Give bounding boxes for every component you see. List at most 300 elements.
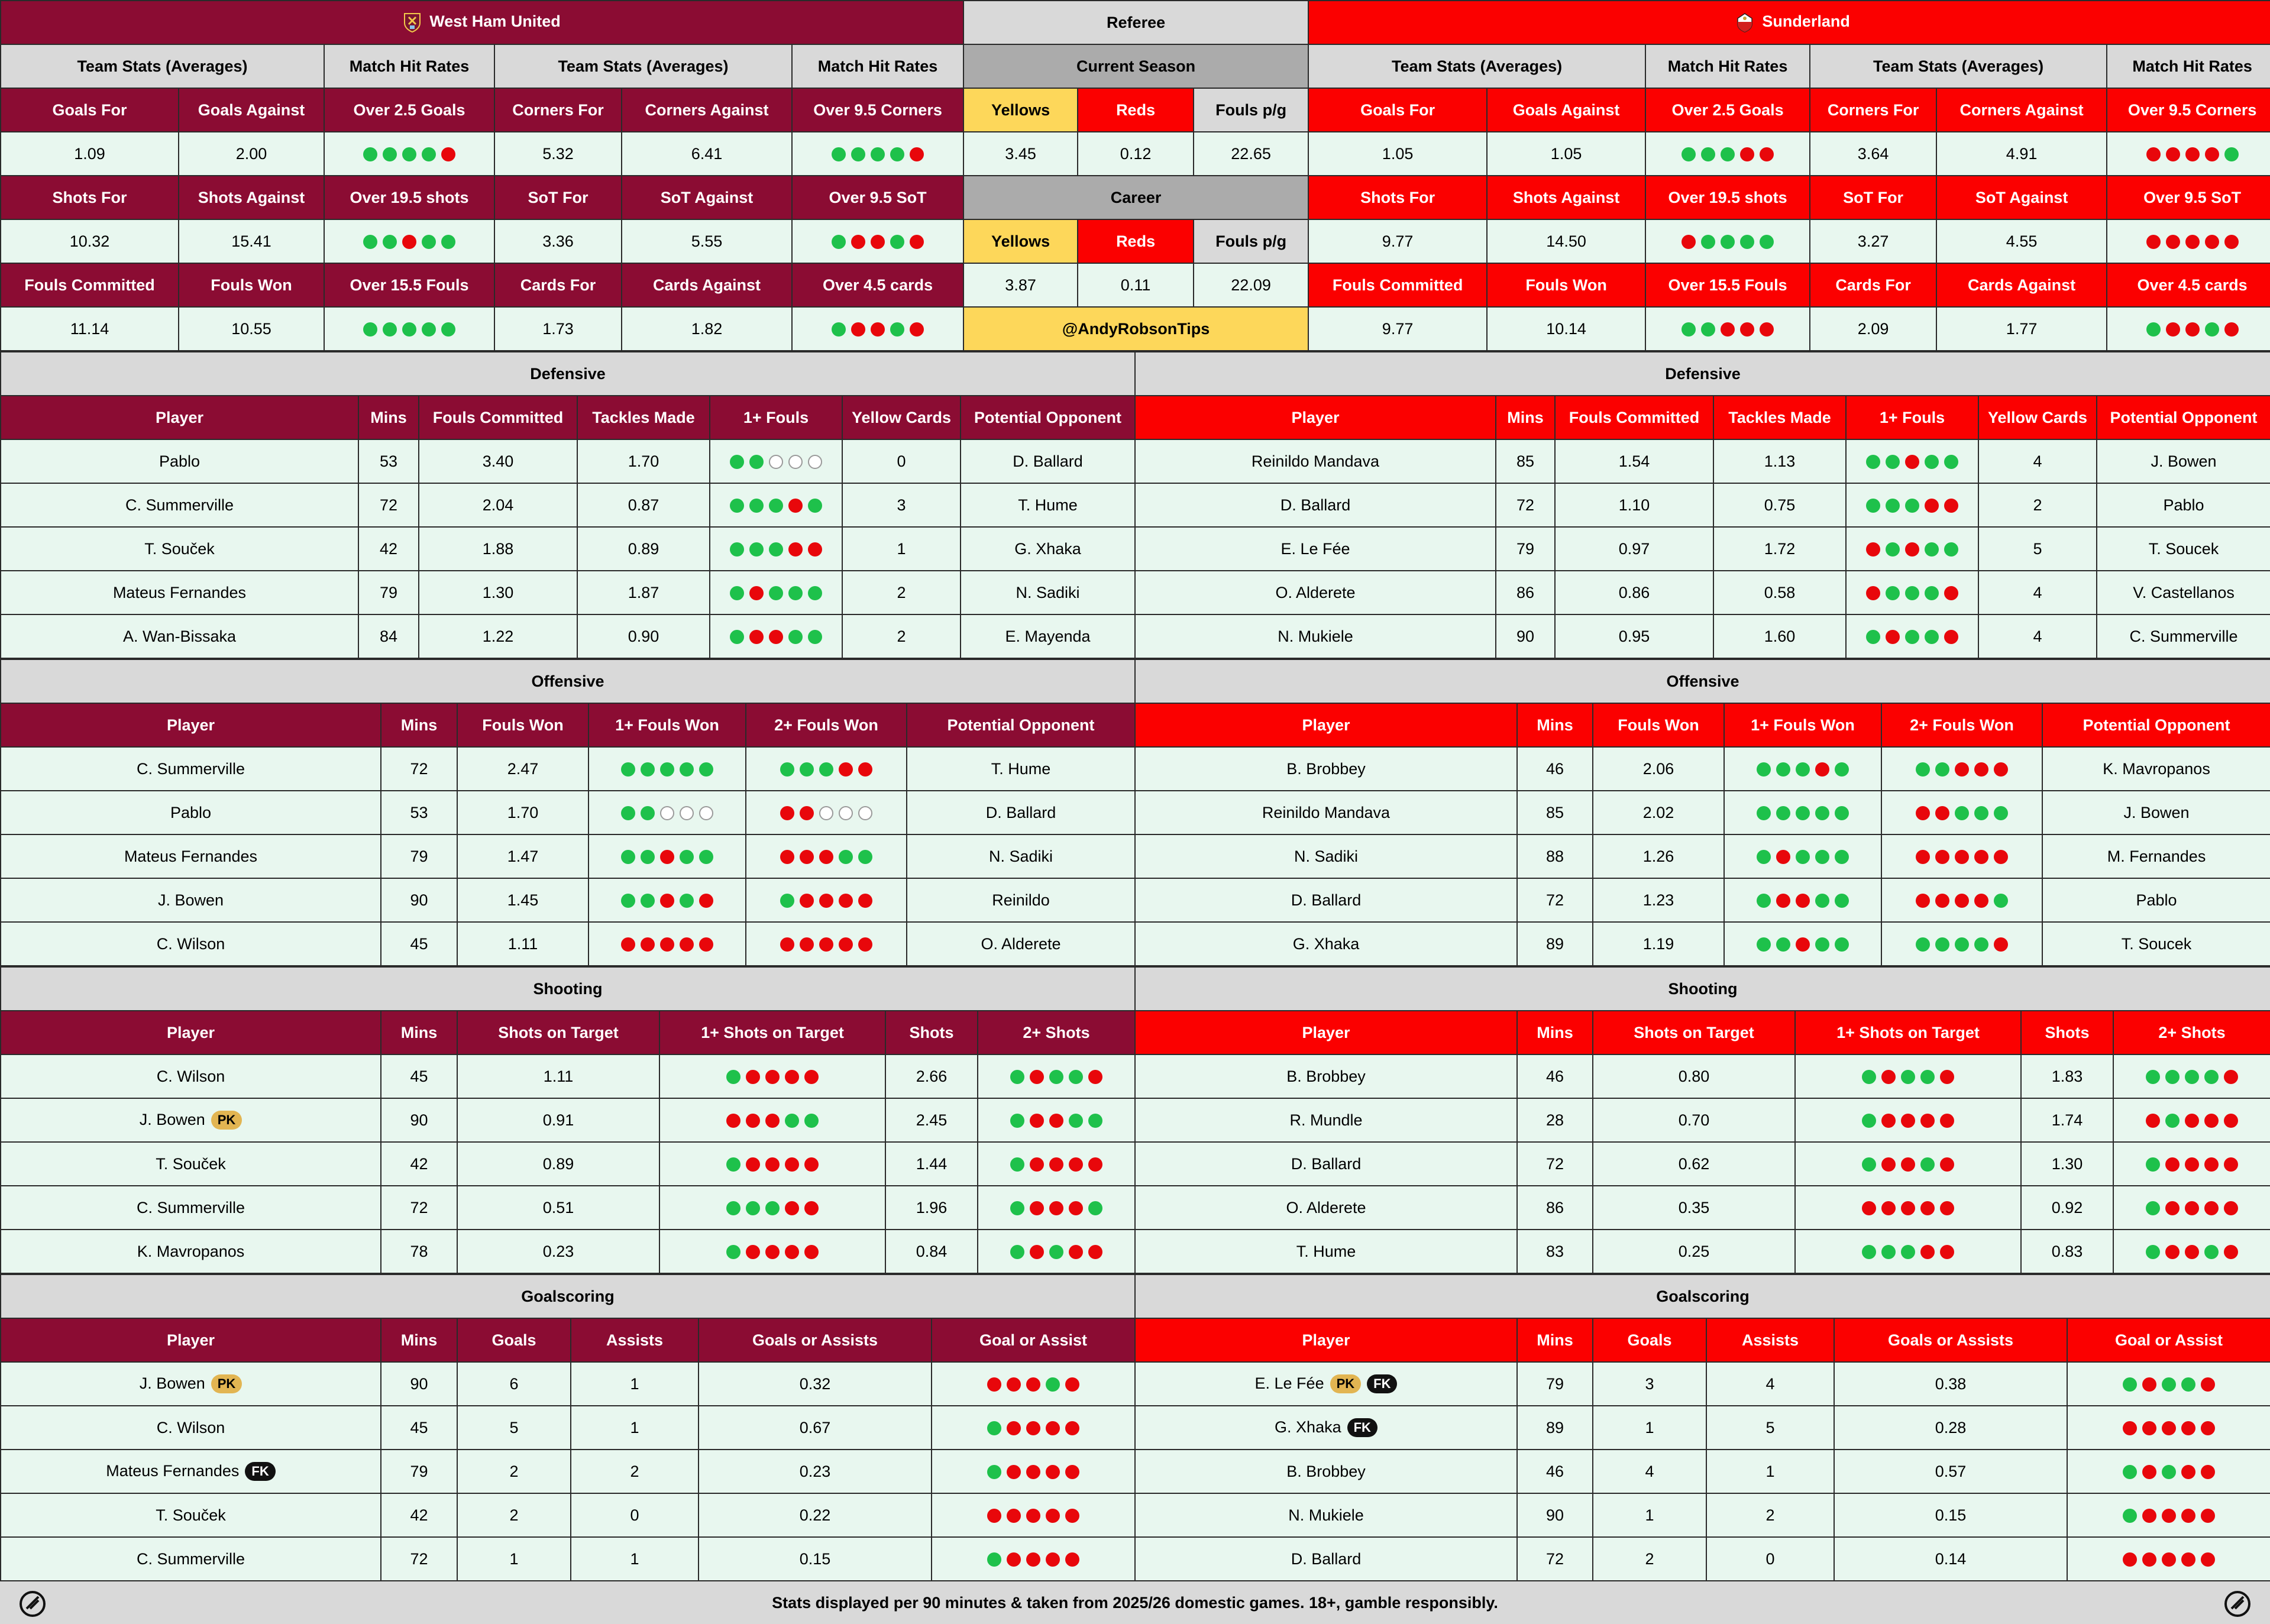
miss-dot <box>1905 542 1919 557</box>
player-name: B. Brobbey <box>1286 1462 1366 1480</box>
away-team-header <box>1308 1 2270 44</box>
result-dots <box>730 455 822 469</box>
miss-dot <box>1088 1157 1102 1172</box>
column-header: Goal or Assist <box>2067 1318 2270 1362</box>
result-dots <box>1010 1245 1102 1259</box>
mins-cell: 85 <box>1517 791 1593 834</box>
home-hit-rates-label: Match Hit Rates <box>324 44 494 88</box>
fk-badge: FK <box>1367 1374 1397 1393</box>
mins-cell: 72 <box>381 1186 457 1230</box>
player-name: O. Alderete <box>1286 1198 1366 1217</box>
yellows-cell: 3 <box>842 483 961 527</box>
offensive-section-title: Offensive <box>1135 659 2270 703</box>
result-dots <box>1866 630 1958 644</box>
miss-dot <box>1940 1157 1954 1172</box>
home-hit-rate-dots <box>324 219 494 263</box>
goals-cell: 5 <box>457 1406 571 1450</box>
opponent-cell: O. Alderete <box>907 922 1135 966</box>
hit-dot <box>788 630 803 644</box>
column-header: Goal or Assist <box>932 1318 1135 1362</box>
hit-rate-dots <box>932 1537 1135 1581</box>
miss-dot <box>2162 1421 2176 1435</box>
column-header: Mins <box>381 703 457 747</box>
result-dots <box>1682 147 1774 161</box>
hit-rate-dots <box>2067 1406 2270 1450</box>
career-title: Career <box>963 176 1308 219</box>
sot-cell: 0.23 <box>457 1230 659 1273</box>
hit-dot <box>1935 937 1949 952</box>
column-header: Yellow Cards <box>1978 396 2097 439</box>
result-dots <box>987 1465 1079 1479</box>
result-dots <box>780 762 872 777</box>
miss-dot <box>2181 1421 2195 1435</box>
home-stat-label: Goals Against <box>179 88 324 132</box>
miss-dot <box>788 499 803 513</box>
team-stats-table <box>0 0 2270 351</box>
column-header: 2+ Shots <box>978 1011 1135 1054</box>
hit-rate-dots <box>1881 878 2042 922</box>
player-name: Reinildo Mandava <box>1251 452 1380 470</box>
table-row <box>1135 571 2270 614</box>
column-header: Fouls Committed <box>1555 396 1713 439</box>
column-header: Goals or Assists <box>699 1318 932 1362</box>
shooting-section-title: Shooting <box>1135 967 2270 1011</box>
miss-dot <box>2205 235 2219 249</box>
empty-dot <box>699 806 713 820</box>
goalscoring-section-title: Goalscoring <box>1 1274 1135 1318</box>
miss-dot <box>1046 1421 1060 1435</box>
miss-dot <box>871 235 885 249</box>
mins-cell: 28 <box>1517 1098 1593 1142</box>
miss-dot <box>1776 850 1790 864</box>
hit-dot <box>1010 1070 1024 1084</box>
player-name-cell <box>1135 527 1496 571</box>
miss-dot <box>2166 322 2180 337</box>
yellows-cell: 2 <box>842 614 961 658</box>
hit-dot <box>1010 1201 1024 1215</box>
player-name: O. Alderete <box>1275 583 1356 601</box>
player-name: A. Wan-Bissaka <box>122 627 237 645</box>
away-team-name: Sunderland <box>1762 12 1850 31</box>
table-row <box>1 1362 1135 1406</box>
home-defensive-table <box>0 351 1136 659</box>
table-row <box>1135 791 2270 834</box>
player-name: E. Le Fée <box>1254 1374 1324 1392</box>
result-dots <box>726 1114 819 1128</box>
hit-dot <box>890 235 904 249</box>
assists-cell: 2 <box>1706 1493 1834 1537</box>
miss-dot <box>1994 850 2008 864</box>
column-header: Mins <box>1496 396 1555 439</box>
miss-dot <box>1007 1509 1021 1523</box>
player-name: C. Summerville <box>136 759 245 778</box>
sot-cell: 0.91 <box>457 1098 659 1142</box>
table-row <box>1 1450 1135 1493</box>
hit-dot <box>363 235 377 249</box>
hit-dot <box>2146 1245 2160 1259</box>
fouls-won-cell: 2.47 <box>457 747 588 791</box>
hit-dot <box>1088 1201 1102 1215</box>
hit-dot <box>839 850 853 864</box>
player-name-cell <box>1135 878 1517 922</box>
hit-dot <box>383 235 397 249</box>
fouls-won-cell: 1.19 <box>1593 922 1724 966</box>
miss-dot <box>1796 937 1810 952</box>
hit-dot <box>1757 762 1771 777</box>
player-name-cell <box>1135 1054 1517 1098</box>
miss-dot <box>785 1070 799 1084</box>
miss-dot <box>1030 1157 1044 1172</box>
result-dots <box>2123 1377 2215 1392</box>
home-stat-value: 10.55 <box>179 307 324 351</box>
mins-cell: 45 <box>381 1406 457 1450</box>
miss-dot <box>1682 235 1696 249</box>
mins-cell: 45 <box>381 922 457 966</box>
miss-dot <box>1007 1552 1021 1567</box>
away-stat-value: 1.77 <box>1936 307 2107 351</box>
miss-dot <box>1030 1114 1044 1128</box>
player-name: B. Brobbey <box>1286 1067 1366 1085</box>
hit-dot <box>1886 455 1900 469</box>
miss-dot <box>1815 762 1829 777</box>
hit-rate-dots <box>1881 922 2042 966</box>
hit-dot <box>871 147 885 161</box>
home-stat-label: Over 2.5 Goals <box>324 88 494 132</box>
miss-dot <box>1920 1245 1935 1259</box>
fouls-committed-cell: 0.86 <box>1555 571 1713 614</box>
fouls-won-cell: 1.45 <box>457 878 588 922</box>
hit-rate-dots <box>1881 834 2042 878</box>
home-team-stats-label: Team Stats (Averages) <box>494 44 792 88</box>
away-defensive-table <box>1134 351 2270 659</box>
miss-dot <box>2165 1157 2180 1172</box>
hit-dot <box>1905 586 1919 600</box>
hit-dot <box>1935 762 1949 777</box>
miss-dot <box>2123 1421 2137 1435</box>
fouls-won-cell: 1.26 <box>1593 834 1724 878</box>
opponent-cell: T. Soucek <box>2042 922 2270 966</box>
hit-dot <box>769 542 783 557</box>
hit-dot <box>1010 1114 1024 1128</box>
table-row <box>1 1230 1135 1273</box>
hit-dot <box>1862 1114 1876 1128</box>
hit-dot <box>746 1201 760 1215</box>
tackles-cell: 1.60 <box>1713 614 1846 658</box>
miss-dot <box>1940 1245 1954 1259</box>
assists-cell: 0 <box>571 1493 699 1537</box>
miss-dot <box>2185 147 2200 161</box>
result-dots <box>780 850 872 864</box>
miss-dot <box>1920 1114 1935 1128</box>
shots-cell: 0.83 <box>2021 1230 2113 1273</box>
away-hit-rate-dots <box>2107 132 2270 176</box>
miss-dot <box>800 806 814 820</box>
result-dots <box>1866 586 1958 600</box>
result-dots <box>730 630 822 644</box>
hit-dot <box>1974 937 1988 952</box>
home-stat-value: 15.41 <box>179 219 324 263</box>
hit-dot <box>441 322 455 337</box>
miss-dot <box>441 147 455 161</box>
table-row <box>1135 1230 2270 1273</box>
miss-dot <box>1935 850 1949 864</box>
hit-rate-dots <box>2067 1537 2270 1581</box>
mins-cell: 83 <box>1517 1230 1593 1273</box>
miss-dot <box>1974 762 1988 777</box>
miss-dot <box>819 937 833 952</box>
home-stat-value: 5.55 <box>622 219 792 263</box>
yellows-cell: 2 <box>842 571 961 614</box>
column-header: Shots on Target <box>457 1011 659 1054</box>
column-header: Goals <box>457 1318 571 1362</box>
miss-dot <box>1886 630 1900 644</box>
hit-dot <box>1925 455 1939 469</box>
sot-cell: 0.70 <box>1593 1098 1795 1142</box>
miss-dot <box>1776 894 1790 908</box>
home-stat-value: 3.36 <box>494 219 622 263</box>
home-team-header <box>1 1 963 44</box>
assists-cell: 1 <box>571 1406 699 1450</box>
table-row <box>1135 483 2270 527</box>
miss-dot <box>1862 1201 1876 1215</box>
hit-rate-dots <box>978 1142 1135 1186</box>
home-hit-rate-dots <box>324 132 494 176</box>
miss-dot <box>765 1157 780 1172</box>
miss-dot <box>1994 937 2008 952</box>
ga-cell: 0.57 <box>1834 1450 2067 1493</box>
assists-cell: 1 <box>571 1537 699 1581</box>
hit-rate-dots <box>659 1186 885 1230</box>
hit-dot <box>1682 147 1696 161</box>
miss-dot <box>1026 1509 1040 1523</box>
player-name-cell <box>1135 614 1496 658</box>
miss-dot <box>2201 1421 2215 1435</box>
hit-dot <box>1069 1070 1083 1084</box>
tackles-cell: 1.72 <box>1713 527 1846 571</box>
miss-dot <box>1935 806 1949 820</box>
goals-cell: 2 <box>1593 1537 1706 1581</box>
away-hit-rate-dots <box>1645 307 1810 351</box>
hit-dot <box>1796 762 1810 777</box>
home-goalscoring-table <box>0 1274 1136 1581</box>
hit-dot <box>1901 1070 1915 1084</box>
hit-dot <box>1916 762 1930 777</box>
hit-dot <box>1994 894 2008 908</box>
column-header: Potential Opponent <box>907 703 1135 747</box>
column-header: Yellow Cards <box>842 396 961 439</box>
offensive-section-title: Offensive <box>1 659 1135 703</box>
player-name-cell <box>1 439 358 483</box>
away-stat-value: 9.77 <box>1308 219 1487 263</box>
hit-dot <box>1721 235 1735 249</box>
home-stat-value: 2.00 <box>179 132 324 176</box>
sunderland-crest-icon <box>1736 12 1754 33</box>
player-name: J. Bowen <box>139 1374 205 1392</box>
mins-cell: 72 <box>1517 878 1593 922</box>
mins-cell: 79 <box>1517 1362 1593 1406</box>
fk-badge: FK <box>245 1462 275 1481</box>
fouls-committed-cell: 1.88 <box>419 527 577 571</box>
result-dots <box>2146 1201 2238 1215</box>
hit-dot <box>2123 1377 2137 1392</box>
column-header: 1+ Fouls <box>710 396 842 439</box>
empty-dot <box>660 806 674 820</box>
hit-dot <box>1010 1245 1024 1259</box>
away-stat-label: Over 19.5 shots <box>1645 176 1810 219</box>
home-stat-label: Over 19.5 shots <box>324 176 494 219</box>
player-name-cell <box>1135 1406 1517 1450</box>
miss-dot <box>819 850 833 864</box>
result-dots <box>1757 806 1849 820</box>
miss-dot <box>1030 1201 1044 1215</box>
miss-dot <box>2224 235 2239 249</box>
yellows-cell: 5 <box>1978 527 2097 571</box>
hit-dot <box>2123 1509 2137 1523</box>
miss-dot <box>2146 1114 2160 1128</box>
home-hit-rates-label: Match Hit Rates <box>792 44 963 88</box>
fouls-won-cell: 1.11 <box>457 922 588 966</box>
table-row <box>1135 922 2270 966</box>
away-stat-label: Cards Against <box>1936 263 2107 307</box>
empty-dot <box>680 806 694 820</box>
hit-dot <box>832 235 846 249</box>
opponent-cell: N. Sadiki <box>961 571 1135 614</box>
mins-cell: 53 <box>381 791 457 834</box>
miss-dot <box>987 1509 1001 1523</box>
mins-cell: 72 <box>381 747 457 791</box>
column-header: Fouls Won <box>1593 703 1724 747</box>
result-dots <box>1682 322 1774 337</box>
mins-cell: 85 <box>1496 439 1555 483</box>
home-team-name: West Ham United <box>429 12 561 31</box>
opponent-cell: T. Soucek <box>2097 527 2270 571</box>
footer <box>0 1580 2270 1624</box>
miss-dot <box>1026 1552 1040 1567</box>
hit-dot <box>1862 1157 1876 1172</box>
hit-dot <box>1701 322 1715 337</box>
hit-dot <box>1886 586 1900 600</box>
mins-cell: 90 <box>381 1362 457 1406</box>
result-dots <box>1866 542 1958 557</box>
hit-rate-dots <box>746 747 907 791</box>
player-name: T. Souček <box>156 1506 226 1524</box>
miss-dot <box>1935 894 1949 908</box>
miss-dot <box>1955 850 1969 864</box>
goals-cell: 6 <box>457 1362 571 1406</box>
miss-dot <box>1065 1421 1079 1435</box>
shots-cell: 0.84 <box>885 1230 978 1273</box>
result-dots <box>1862 1070 1954 1084</box>
result-dots <box>2146 322 2239 337</box>
hit-dot <box>749 499 764 513</box>
away-stat-label: Over 2.5 Goals <box>1645 88 1810 132</box>
miss-dot <box>2166 147 2180 161</box>
miss-dot <box>800 937 814 952</box>
miss-dot <box>858 937 872 952</box>
miss-dot <box>749 586 764 600</box>
player-name-cell <box>1 834 381 878</box>
miss-dot <box>2224 1070 2238 1084</box>
player-name-cell <box>1135 1142 1517 1186</box>
hit-dot <box>1835 806 1849 820</box>
assists-cell: 1 <box>1706 1450 1834 1493</box>
home-stat-label: Fouls Committed <box>1 263 179 307</box>
column-header: Potential Opponent <box>2042 703 2270 747</box>
hit-dot <box>1815 937 1829 952</box>
away-stat-value: 1.05 <box>1487 132 1645 176</box>
mins-cell: 84 <box>358 614 419 658</box>
result-dots <box>730 499 822 513</box>
hit-dot <box>660 762 674 777</box>
player-name: Pablo <box>159 452 201 470</box>
ga-cell: 0.15 <box>1834 1493 2067 1537</box>
hit-rate-dots <box>2113 1054 2270 1098</box>
miss-dot <box>2165 1201 2180 1215</box>
player-name-cell <box>1135 1537 1517 1581</box>
fouls-won-cell: 1.70 <box>457 791 588 834</box>
miss-dot <box>2185 1114 2199 1128</box>
miss-dot <box>1007 1377 1021 1392</box>
hit-rate-dots <box>746 791 907 834</box>
fouls-won-cell: 1.23 <box>1593 878 1724 922</box>
home-stat-value: 5.32 <box>494 132 622 176</box>
table-row <box>1 614 1135 658</box>
home-stat-label: Cards Against <box>622 263 792 307</box>
away-goalscoring-table <box>1134 1274 2270 1581</box>
away-stat-value: 14.50 <box>1487 219 1645 263</box>
tackles-cell: 0.75 <box>1713 483 1846 527</box>
miss-dot <box>780 806 794 820</box>
hit-dot <box>2123 1465 2137 1479</box>
player-name-cell <box>1 571 358 614</box>
ga-cell: 0.28 <box>1834 1406 2067 1450</box>
hit-rate-dots <box>978 1230 1135 1273</box>
player-name-cell <box>1 1450 381 1493</box>
result-dots <box>780 894 872 908</box>
goals-cell: 1 <box>1593 1493 1706 1537</box>
hit-dot <box>1862 1070 1876 1084</box>
hit-dot <box>1796 850 1810 864</box>
hit-dot <box>1701 235 1715 249</box>
hit-dot <box>730 542 744 557</box>
hit-dot <box>1925 542 1939 557</box>
hit-rate-dots <box>1881 791 2042 834</box>
away-shooting-table <box>1134 966 2270 1274</box>
miss-dot <box>1955 894 1969 908</box>
miss-dot <box>2201 1552 2215 1567</box>
opponent-cell: Pablo <box>2097 483 2270 527</box>
result-dots <box>2146 1245 2238 1259</box>
hit-rate-dots <box>1795 1054 2021 1098</box>
referee-reds-label: Reds <box>1078 219 1194 263</box>
result-dots <box>1916 762 2008 777</box>
fouls-committed-cell: 0.97 <box>1555 527 1713 571</box>
result-dots <box>726 1201 819 1215</box>
column-header: 1+ Fouls Won <box>1724 703 1881 747</box>
hit-dot <box>851 147 865 161</box>
hit-dot <box>2146 322 2161 337</box>
fouls-committed-cell: 3.40 <box>419 439 577 483</box>
hit-dot <box>726 1201 741 1215</box>
shots-cell: 0.92 <box>2021 1186 2113 1230</box>
miss-dot <box>746 1070 760 1084</box>
hit-rate-dots <box>1881 747 2042 791</box>
mins-cell: 45 <box>381 1054 457 1098</box>
hit-dot <box>2165 1114 2180 1128</box>
miss-dot <box>660 937 674 952</box>
column-header: Player <box>1 1318 381 1362</box>
player-name: T. Souček <box>144 539 215 558</box>
